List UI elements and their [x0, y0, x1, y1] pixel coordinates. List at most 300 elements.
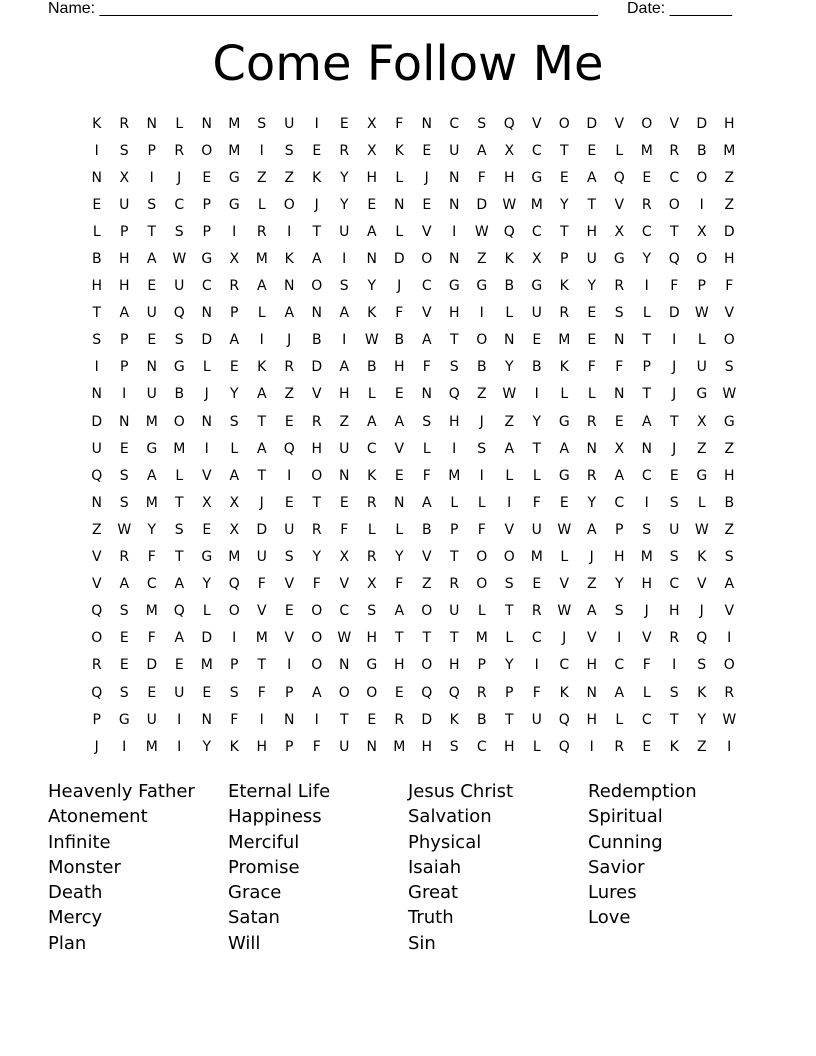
grid-letter: K	[92, 115, 102, 132]
grid-letter: E	[394, 386, 404, 403]
grid-letter: Z	[696, 738, 707, 755]
grid-letter: P	[120, 332, 129, 349]
grid-letter: M	[145, 494, 158, 511]
grid-letter: C	[614, 657, 625, 674]
grid-letter: L	[697, 332, 706, 349]
grid-letter: H	[311, 440, 323, 457]
grid-letter: D	[393, 251, 405, 268]
grid-letter: W	[364, 332, 379, 349]
grid-letter: I	[534, 386, 539, 403]
grid-letter: L	[257, 196, 266, 213]
grid-letter: M	[530, 196, 543, 213]
grid-letter: M	[200, 657, 213, 674]
grid-letter: Z	[284, 169, 295, 186]
grid-letter: D	[476, 196, 488, 213]
grid-letter: T	[642, 332, 652, 349]
grid-letter: I	[287, 657, 292, 674]
grid-letter: B	[531, 359, 542, 376]
grid-letter: C	[559, 657, 570, 674]
grid-letter: N	[641, 440, 652, 457]
grid-letter: D	[421, 711, 433, 728]
grid-letter: E	[587, 305, 597, 322]
grid-letter: E	[202, 684, 212, 701]
grid-letter: E	[119, 440, 129, 457]
grid-letter: X	[531, 251, 542, 268]
grid-letter: L	[560, 386, 569, 403]
grid-letter: Q	[283, 440, 295, 457]
grid-letter: M	[255, 251, 268, 268]
grid-letter: T	[257, 467, 267, 484]
grid-letter: V	[669, 115, 680, 132]
grid-letter: E	[559, 169, 569, 186]
word-list-item: Atonement	[48, 806, 148, 828]
grid-letter: H	[118, 251, 130, 268]
grid-letter: W	[722, 711, 737, 728]
grid-letter: B	[421, 521, 432, 538]
grid-letter: Y	[367, 278, 377, 295]
word-list-item: Cunning	[588, 831, 663, 853]
grid-letter: E	[147, 332, 157, 349]
grid-letter: F	[395, 576, 404, 593]
grid-letter: G	[531, 278, 543, 295]
grid-letter: E	[422, 142, 432, 159]
grid-letter: H	[366, 630, 378, 647]
grid-letter: K	[669, 738, 679, 755]
grid-letter: P	[230, 305, 239, 322]
grid-letter: T	[394, 630, 404, 647]
grid-letter: O	[311, 278, 323, 295]
grid-letter: P	[202, 223, 211, 240]
grid-letter: G	[228, 169, 240, 186]
grid-letter: L	[505, 305, 514, 322]
grid-letter: T	[587, 196, 597, 213]
grid-letter: U	[284, 521, 295, 538]
grid-letter: X	[366, 115, 377, 132]
grid-letter: X	[696, 413, 707, 430]
grid-letter: C	[669, 576, 680, 593]
grid-letter: R	[724, 684, 735, 701]
grid-letter: J	[204, 386, 209, 403]
grid-letter: L	[505, 630, 514, 647]
grid-letter: P	[285, 738, 294, 755]
grid-letter: Z	[724, 521, 735, 538]
grid-letter: I	[259, 142, 264, 159]
grid-letter: U	[531, 305, 542, 322]
word-search-grid	[83, 110, 743, 760]
grid-letter: J	[589, 549, 594, 566]
grid-letter: V	[614, 115, 625, 132]
grid-letter: W	[502, 196, 517, 213]
grid-letter: F	[395, 305, 404, 322]
grid-letter: R	[366, 494, 377, 511]
grid-letter: L	[422, 440, 431, 457]
grid-letter: N	[504, 332, 515, 349]
grid-letter: N	[146, 359, 157, 376]
grid-letter: I	[94, 142, 99, 159]
grid-letter: H	[503, 738, 515, 755]
grid-letter: L	[202, 359, 211, 376]
grid-letter: K	[697, 684, 707, 701]
grid-letter: E	[202, 521, 212, 538]
grid-letter: R	[449, 576, 460, 593]
grid-letter: C	[201, 278, 212, 295]
grid-letter: T	[257, 657, 267, 674]
grid-letter: T	[559, 142, 569, 159]
grid-letter: U	[119, 196, 130, 213]
grid-letter: H	[421, 738, 433, 755]
grid-letter: L	[202, 603, 211, 620]
grid-letter: I	[644, 278, 649, 295]
grid-letter: G	[201, 549, 213, 566]
grid-letter: U	[586, 251, 597, 268]
grid-letter: A	[174, 630, 185, 647]
grid-letter: I	[149, 169, 154, 186]
grid-letter: Z	[696, 440, 707, 457]
grid-letter: K	[449, 711, 459, 728]
grid-letter: P	[120, 359, 129, 376]
grid-letter: J	[699, 603, 704, 620]
grid-letter: M	[393, 738, 406, 755]
grid-letter: L	[175, 115, 184, 132]
grid-letter: E	[119, 657, 129, 674]
grid-letter: H	[448, 305, 460, 322]
grid-letter: N	[119, 413, 130, 430]
grid-letter: S	[367, 603, 377, 620]
grid-letter: H	[448, 413, 460, 430]
grid-letter: M	[475, 630, 488, 647]
grid-letter: G	[696, 467, 708, 484]
grid-letter: X	[614, 223, 625, 240]
word-list-item: Truth	[408, 907, 454, 929]
grid-letter: W	[557, 603, 572, 620]
grid-letter: U	[449, 142, 460, 159]
grid-letter: I	[204, 440, 209, 457]
grid-letter: Y	[504, 657, 514, 674]
grid-letter: M	[255, 630, 268, 647]
grid-letter: B	[394, 332, 405, 349]
grid-letter: F	[340, 521, 349, 538]
word-list-item: Sin	[408, 932, 436, 954]
grid-letter: E	[422, 196, 432, 213]
grid-letter: L	[257, 305, 266, 322]
grid-letter: O	[201, 142, 213, 159]
grid-letter: V	[394, 440, 405, 457]
grid-letter: I	[122, 386, 127, 403]
grid-letter: J	[562, 630, 567, 647]
word-list-item: Lures	[588, 882, 637, 904]
grid-letter: D	[146, 657, 158, 674]
grid-letter: M	[723, 142, 736, 159]
word-list-item: Happiness	[228, 806, 322, 828]
grid-letter: A	[256, 386, 267, 403]
grid-letter: T	[642, 386, 652, 403]
grid-letter: O	[696, 251, 708, 268]
grid-letter: I	[177, 711, 182, 728]
grid-letter: H	[723, 467, 735, 484]
grid-letter: F	[587, 359, 596, 376]
grid-letter: I	[617, 630, 622, 647]
grid-letter: B	[366, 359, 377, 376]
grid-letter: B	[504, 278, 515, 295]
grid-letter: L	[477, 603, 486, 620]
grid-letter: Z	[476, 386, 487, 403]
grid-letter: R	[614, 738, 625, 755]
grid-letter: G	[558, 413, 570, 430]
grid-letter: U	[146, 711, 157, 728]
grid-letter: S	[229, 413, 239, 430]
grid-letter: G	[723, 413, 735, 430]
grid-letter: E	[642, 738, 652, 755]
grid-letter: I	[314, 115, 319, 132]
grid-letter: T	[532, 440, 542, 457]
grid-letter: J	[672, 359, 677, 376]
grid-letter: O	[91, 630, 103, 647]
grid-letter: D	[201, 630, 213, 647]
grid-letter: O	[476, 576, 488, 593]
grid-letter: M	[145, 738, 158, 755]
grid-letter: Z	[91, 521, 102, 538]
grid-letter: E	[559, 494, 569, 511]
grid-letter: N	[449, 251, 460, 268]
grid-letter: M	[145, 413, 158, 430]
grid-letter: I	[232, 223, 237, 240]
word-list-item: Monster	[48, 856, 121, 878]
grid-letter: H	[723, 251, 735, 268]
grid-letter: E	[284, 603, 294, 620]
grid-letter: X	[201, 494, 212, 511]
grid-letter: L	[532, 738, 541, 755]
grid-letter: K	[504, 251, 514, 268]
grid-letter: S	[119, 142, 129, 159]
grid-letter: Q	[448, 684, 460, 701]
grid-letter: S	[119, 603, 129, 620]
grid-letter: K	[367, 467, 377, 484]
grid-letter: B	[476, 359, 487, 376]
grid-letter: U	[531, 521, 542, 538]
grid-letter: V	[91, 576, 102, 593]
grid-letter: O	[558, 115, 570, 132]
grid-letter: C	[421, 278, 432, 295]
grid-letter: I	[122, 738, 127, 755]
grid-letter: X	[366, 576, 377, 593]
grid-letter: H	[586, 223, 598, 240]
grid-letter: W	[117, 521, 132, 538]
grid-letter: L	[395, 521, 404, 538]
grid-letter: J	[644, 603, 649, 620]
grid-letter: T	[339, 711, 349, 728]
grid-letter: N	[91, 169, 102, 186]
grid-letter: U	[339, 440, 350, 457]
word-list-item: Infinite	[48, 831, 111, 853]
grid-letter: S	[174, 521, 184, 538]
grid-letter: V	[696, 576, 707, 593]
grid-letter: T	[449, 549, 459, 566]
grid-letter: G	[173, 359, 185, 376]
grid-letter: Z	[586, 576, 597, 593]
grid-letter: V	[284, 630, 295, 647]
grid-letter: N	[201, 711, 212, 728]
grid-letter: Y	[312, 549, 322, 566]
grid-letter: R	[394, 711, 405, 728]
grid-letter: H	[366, 169, 378, 186]
grid-letter: H	[393, 657, 405, 674]
grid-letter: V	[91, 549, 102, 566]
grid-letter: N	[421, 115, 432, 132]
word-list-item: Jesus Christ	[408, 781, 514, 802]
grid-letter: O	[421, 603, 433, 620]
grid-letter: O	[311, 657, 323, 674]
grid-letter: J	[672, 386, 677, 403]
grid-letter: W	[557, 521, 572, 538]
grid-letter: U	[669, 521, 680, 538]
grid-letter: D	[311, 359, 323, 376]
grid-letter: S	[697, 657, 707, 674]
grid-letter: F	[395, 115, 404, 132]
grid-letter: Y	[614, 576, 624, 593]
grid-letter: E	[367, 196, 377, 213]
grid-letter: C	[476, 738, 487, 755]
grid-letter: Z	[476, 251, 487, 268]
grid-letter: O	[228, 603, 240, 620]
grid-letter: A	[311, 684, 322, 701]
grid-letter: C	[614, 494, 625, 511]
grid-letter: K	[284, 251, 294, 268]
grid-letter: T	[422, 630, 432, 647]
grid-letter: T	[559, 223, 569, 240]
grid-letter: V	[339, 576, 350, 593]
grid-letter: L	[477, 494, 486, 511]
grid-letter: I	[672, 332, 677, 349]
grid-letter: E	[339, 494, 349, 511]
grid-letter: S	[174, 332, 184, 349]
grid-letter: P	[642, 359, 651, 376]
word-list-item: Savior	[588, 856, 645, 878]
grid-letter: E	[587, 332, 597, 349]
grid-letter: N	[91, 494, 102, 511]
grid-letter: P	[120, 223, 129, 240]
grid-letter: G	[118, 711, 130, 728]
grid-letter: Q	[173, 603, 185, 620]
word-list-item: Plan	[48, 932, 87, 954]
grid-letter: P	[147, 142, 156, 159]
grid-letter: C	[531, 142, 542, 159]
grid-letter: G	[448, 278, 460, 295]
grid-letter: A	[559, 440, 570, 457]
grid-letter: Z	[724, 169, 735, 186]
word-list-item: Salvation	[408, 806, 492, 828]
grid-letter: C	[669, 169, 680, 186]
grid-letter: N	[394, 196, 405, 213]
grid-letter: I	[94, 359, 99, 376]
grid-letter: C	[146, 576, 157, 593]
grid-letter: Y	[394, 549, 404, 566]
grid-letter: B	[91, 251, 102, 268]
word-list-item: Death	[48, 882, 103, 904]
grid-letter: F	[477, 169, 486, 186]
grid-letter: R	[669, 142, 680, 159]
grid-letter: N	[614, 386, 625, 403]
grid-letter: H	[641, 576, 653, 593]
grid-letter: Y	[147, 521, 157, 538]
grid-letter: P	[697, 278, 706, 295]
grid-letter: F	[257, 684, 266, 701]
grid-letter: V	[504, 521, 515, 538]
grid-letter: E	[587, 142, 597, 159]
grid-letter: K	[559, 359, 569, 376]
grid-letter: O	[668, 196, 680, 213]
grid-letter: Q	[91, 684, 103, 701]
grid-letter: R	[311, 521, 322, 538]
grid-letter: T	[669, 711, 679, 728]
grid-letter: D	[668, 305, 680, 322]
grid-letter: I	[452, 223, 457, 240]
grid-letter: C	[531, 223, 542, 240]
grid-letter: R	[229, 278, 240, 295]
grid-letter: R	[669, 630, 680, 647]
grid-letter: C	[174, 196, 185, 213]
grid-letter: G	[531, 169, 543, 186]
grid-letter: O	[311, 603, 323, 620]
grid-letter: F	[477, 521, 486, 538]
grid-letter: L	[505, 467, 514, 484]
grid-letter: G	[228, 196, 240, 213]
grid-letter: O	[503, 549, 515, 566]
grid-letter: K	[559, 278, 569, 295]
grid-letter: E	[614, 413, 624, 430]
grid-letter: F	[422, 467, 431, 484]
grid-letter: R	[366, 549, 377, 566]
grid-letter: Z	[504, 413, 515, 430]
grid-letter: V	[586, 630, 597, 647]
grid-letter: W	[474, 223, 489, 240]
grid-letter: R	[284, 359, 295, 376]
grid-letter: I	[727, 630, 732, 647]
grid-letter: A	[119, 576, 130, 593]
grid-letter: B	[174, 386, 185, 403]
grid-letter: N	[146, 115, 157, 132]
grid-letter: G	[146, 440, 158, 457]
grid-letter: N	[586, 440, 597, 457]
grid-letter: H	[448, 657, 460, 674]
grid-letter: Q	[558, 711, 570, 728]
grid-letter: N	[449, 196, 460, 213]
grid-letter: A	[119, 305, 130, 322]
grid-letter: X	[366, 142, 377, 159]
grid-letter: Z	[256, 169, 267, 186]
grid-letter: I	[479, 305, 484, 322]
word-list-item: Promise	[228, 856, 300, 878]
grid-letter: N	[284, 278, 295, 295]
grid-letter: S	[614, 305, 624, 322]
grid-letter: E	[284, 413, 294, 430]
grid-letter: A	[229, 332, 240, 349]
grid-letter: F	[615, 359, 624, 376]
grid-letter: M	[640, 549, 653, 566]
grid-letter: G	[613, 251, 625, 268]
grid-letter: S	[422, 413, 432, 430]
grid-letter: T	[147, 223, 157, 240]
grid-letter: W	[172, 251, 187, 268]
grid-letter: R	[586, 467, 597, 484]
grid-letter: D	[91, 413, 103, 430]
grid-letter: A	[421, 494, 432, 511]
grid-letter: E	[642, 169, 652, 186]
grid-letter: N	[284, 711, 295, 728]
grid-letter: E	[284, 494, 294, 511]
grid-letter: S	[339, 278, 349, 295]
grid-letter: F	[532, 494, 541, 511]
grid-letter: O	[338, 684, 350, 701]
